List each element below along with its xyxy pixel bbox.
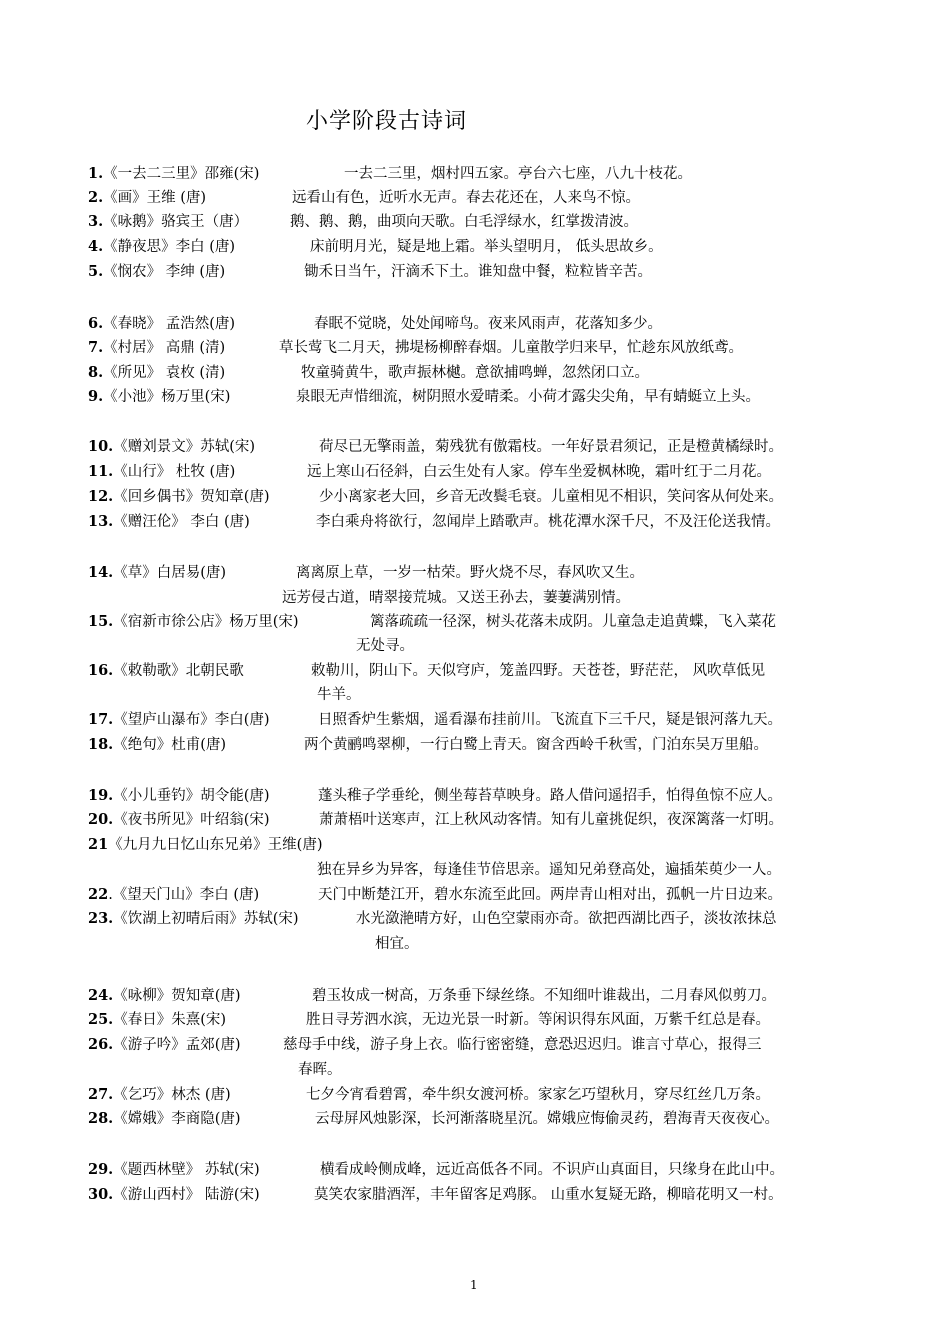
poem-heading: 《画》王维 (唐) xyxy=(103,190,207,206)
poem-row xyxy=(88,985,776,1007)
poem-row xyxy=(88,1159,784,1181)
poem-heading: 《赠刘景文》苏轼(宋) xyxy=(113,439,256,455)
poem-heading: 《咏柳》贺知章(唐) xyxy=(113,988,241,1004)
poem-heading: 《乞巧》林杰 (唐) xyxy=(113,1087,231,1103)
poem-text: 草长莺飞二月天，拂堤杨柳醉春烟。儿童散学归来早，忙趁东风放纸鸢。 xyxy=(279,340,743,356)
poem-number: 21 xyxy=(88,836,109,853)
poem-text: 慈母手中线，游子身上衣。临行密密缝，意恐迟迟归。谁言寸草心，报得三 xyxy=(283,1037,762,1053)
poem-heading: 《咏鹅》骆宾王（唐） xyxy=(103,214,249,230)
poem-text: 少小离家老大回，乡音无改鬓毛衰。儿童相见不相识，笑问客从何处来。 xyxy=(319,489,783,505)
poem-number: 28. xyxy=(88,1110,114,1127)
poem-text: 篱落疏疏一径深，树头花落未成阴。儿童急走追黄蝶，飞入菜花 xyxy=(370,614,776,630)
poem-row xyxy=(88,660,766,682)
poem-heading: 《宿新市徐公店》杨万里(宋) xyxy=(113,614,299,630)
poem-number: 4. xyxy=(88,238,104,255)
poem-number: 14. xyxy=(88,564,114,581)
poem-row xyxy=(88,436,783,458)
poem-row xyxy=(88,1084,770,1106)
poem-number: 11. xyxy=(88,463,114,480)
poem-number: 1. xyxy=(88,165,104,182)
poem-number: 13. xyxy=(88,513,114,530)
poem-row xyxy=(88,313,662,335)
poem-text: 床前明月光，疑是地上霜。举头望明月， 低头思故乡。 xyxy=(310,239,663,255)
poem-number: 5. xyxy=(88,263,104,280)
poem-number: 24. xyxy=(88,987,114,1004)
poem-row xyxy=(88,611,776,633)
poem-text: 蓬头稚子学垂纶，侧坐莓苔草映身。路人借问遥招手，怕得鱼惊不应人。 xyxy=(318,788,782,804)
poem-row xyxy=(88,562,644,584)
poem-text: 牧童骑黄牛，歌声振林樾。意欲捕鸣蝉，忽然闭口立。 xyxy=(301,365,649,381)
poem-text: 横看成岭侧成峰，远近高低各不同。不识庐山真面目，只缘身在此山中。 xyxy=(320,1162,784,1178)
poem-row xyxy=(88,1108,779,1130)
poem-heading: 《题西林壁》 苏轼(宋) xyxy=(113,1162,260,1178)
poem-row xyxy=(88,187,640,209)
poem-row xyxy=(88,163,692,185)
poem-text: 水光潋滟晴方好，山色空蒙雨亦奇。欲把西湖比西子，淡妆浓抹总 xyxy=(356,911,777,927)
poem-heading: 《春晓》 孟浩然(唐) xyxy=(103,316,236,332)
poem-row xyxy=(88,386,760,408)
poem-number: 16. xyxy=(88,662,114,679)
poem-text: 春眠不觉晓，处处闻啼鸟。夜来风雨声，花落知多少。 xyxy=(314,316,662,332)
poem-row xyxy=(88,908,777,930)
poem-text: 萧萧梧叶送寒声，江上秋风动客情。知有儿童挑促织，夜深篱落一灯明。 xyxy=(319,812,783,828)
poem-row xyxy=(88,461,771,483)
poem-heading: 《小儿垂钓》胡令能(唐) xyxy=(113,788,270,804)
poem-text: 一去二三里，烟村四五家。亭台六七座，八九十枝花。 xyxy=(344,166,692,182)
poem-number: 27. xyxy=(88,1086,114,1103)
page-number: 1 xyxy=(470,1278,478,1292)
poem-row xyxy=(88,834,323,856)
poem-heading: 《望庐山瀑布》李白(唐) xyxy=(113,712,270,728)
poem-text: 李白乘舟将欲行，忽闻岸上踏歌声。桃花潭水深千尺，不及汪伦送我情。 xyxy=(316,514,780,530)
poem-number: 26. xyxy=(88,1036,114,1053)
poem-continuation: 远芳侵古道，晴翠接荒城。又送王孙去，萋萋满别情。 xyxy=(282,590,630,606)
poem-heading: 《山行》 杜牧 (唐) xyxy=(113,464,236,480)
poem-number: 20. xyxy=(88,811,114,828)
poem-heading: 《九月九日忆山东兄弟》王维(唐) xyxy=(108,837,323,853)
poem-text: 碧玉妆成一树高，万条垂下绿丝绦。不知细叶谁裁出，二月春风似剪刀。 xyxy=(312,988,776,1004)
poem-heading: 《绝句》杜甫(唐) xyxy=(113,737,227,753)
poem-text: 七夕今宵看碧霄，牵牛织女渡河桥。家家乞巧望秋月，穿尽红丝几万条。 xyxy=(306,1087,770,1103)
poem-row xyxy=(88,261,652,283)
poem-heading: 《春日》朱熹(宋) xyxy=(113,1012,227,1028)
poem-row xyxy=(88,1009,770,1031)
poem-row xyxy=(88,486,783,508)
poem-number: 18. xyxy=(88,736,114,753)
poem-text: 敕勒川，阴山下。天似穹庐，笼盖四野。天苍苍，野茫茫， 风吹草低见 xyxy=(311,663,766,679)
poem-heading: 《草》白居易(唐) xyxy=(113,565,227,581)
poem-row xyxy=(88,1034,762,1056)
poem-number: 2. xyxy=(88,189,104,206)
poem-heading: 《饮湖上初晴后雨》苏轼(宋) xyxy=(113,911,299,927)
poem-text: 离离原上草，一岁一枯荣。野火烧不尽，春风吹又生。 xyxy=(296,565,644,581)
poem-row xyxy=(88,709,782,731)
poem-text: 鹅、鹅、鹅，曲项向天歌。白毛浮绿水，红掌拨清波。 xyxy=(290,214,638,230)
poem-heading: 《一去二三里》邵雍(宋) xyxy=(103,166,260,182)
poem-number: 9. xyxy=(88,388,104,405)
poem-text: 莫笑农家腊酒浑，丰年留客足鸡豚。 山重水复疑无路，柳暗花明又一村。 xyxy=(314,1187,783,1203)
poem-number: 3. xyxy=(88,213,104,230)
poem-heading: 《小池》杨万里(宋) xyxy=(103,389,231,405)
poem-heading: 《嫦娥》李商隐(唐) xyxy=(113,1111,241,1127)
poem-heading: 《游山西村》 陆游(宋) xyxy=(113,1187,260,1203)
poem-text: 天门中断楚江开，碧水东流至此回。两岸青山相对出，孤帆一片日边来。 xyxy=(318,887,782,903)
poem-row xyxy=(88,236,663,258)
poem-text: 云母屏风烛影深，长河渐落晓星沉。嫦娥应悔偷灵药，碧海青天夜夜心。 xyxy=(315,1111,779,1127)
poem-number: 30. xyxy=(88,1186,114,1203)
poem-text: 胜日寻芳泗水滨，无边光景一时新。等闲识得东风面，万紫千红总是春。 xyxy=(306,1012,770,1028)
poem-text: 泉眼无声惜细流，树阴照水爱晴柔。小荷才露尖尖角，早有蜻蜓立上头。 xyxy=(296,389,760,405)
poem-row xyxy=(88,884,782,906)
page-title: 小学阶段古诗词 xyxy=(306,109,468,134)
poem-number: 29. xyxy=(88,1161,114,1178)
poem-text: 锄禾日当午，汗滴禾下土。谁知盘中餐，粒粒皆辛苦。 xyxy=(304,264,652,280)
poem-number: 25. xyxy=(88,1011,114,1028)
poem-continuation: 牛羊。 xyxy=(317,687,361,703)
poem-heading: 《所见》 袁枚 (清) xyxy=(103,365,226,381)
poem-text: 两个黄鹂鸣翠柳，一行白鹭上青天。窗含西岭千秋雪，门泊东吴万里船。 xyxy=(304,737,768,753)
poem-row xyxy=(88,1184,783,1206)
poem-number: 10. xyxy=(88,438,114,455)
poem-heading: 《赠汪伦》 李白 (唐) xyxy=(113,514,250,530)
poem-heading: 《夜书所见》叶绍翁(宋) xyxy=(113,812,270,828)
poem-number: 22 xyxy=(88,886,109,903)
poem-text: 荷尽已无擎雨盖，菊残犹有傲霜枝。一年好景君须记，正是橙黄橘绿时。 xyxy=(319,439,783,455)
poem-text: 远上寒山石径斜，白云生处有人家。停车坐爱枫林晚，霜叶红于二月花。 xyxy=(307,464,771,480)
poem-heading: 《敕勒歌》北朝民歌 xyxy=(113,663,244,679)
poem-heading: 《静夜思》李白 (唐) xyxy=(103,239,236,255)
poem-text: 远看山有色，近听水无声。春去花还在，人来鸟不惊。 xyxy=(292,190,640,206)
poem-number: 19. xyxy=(88,787,114,804)
poem-number: 12. xyxy=(88,488,114,505)
poem-text: 日照香炉生紫烟，遥看瀑布挂前川。飞流直下三千尺，疑是银河落九天。 xyxy=(318,712,782,728)
poem-number: 6. xyxy=(88,315,104,332)
poem-number: 17. xyxy=(88,711,114,728)
poem-heading: 《悯农》 李绅 (唐) xyxy=(103,264,226,280)
poem-continuation: 相宜。 xyxy=(375,936,419,952)
poem-row xyxy=(88,211,638,233)
poem-heading: 《回乡偶书》贺知章(唐) xyxy=(113,489,270,505)
poem-number: 7. xyxy=(88,339,104,356)
poem-row xyxy=(88,511,780,533)
poem-heading: .《望天门山》李白 (唐) xyxy=(108,887,260,903)
poem-row xyxy=(88,362,649,384)
poem-continuation: 独在异乡为异客，每逢佳节倍思亲。遥知兄弟登高处，遍插茱萸少一人。 xyxy=(317,862,781,878)
poem-row xyxy=(88,734,768,756)
poem-continuation: 春晖。 xyxy=(298,1062,342,1078)
poem-row xyxy=(88,785,782,807)
poem-number: 15. xyxy=(88,613,114,630)
poem-continuation: 无处寻。 xyxy=(356,638,414,654)
poem-row xyxy=(88,809,783,831)
poem-heading: 《游子吟》孟郊(唐) xyxy=(113,1037,241,1053)
poem-number: 8. xyxy=(88,364,104,381)
poem-row xyxy=(88,337,743,359)
poem-heading: 《村居》 高鼎 (清) xyxy=(103,340,226,356)
poem-number: 23. xyxy=(88,910,114,927)
